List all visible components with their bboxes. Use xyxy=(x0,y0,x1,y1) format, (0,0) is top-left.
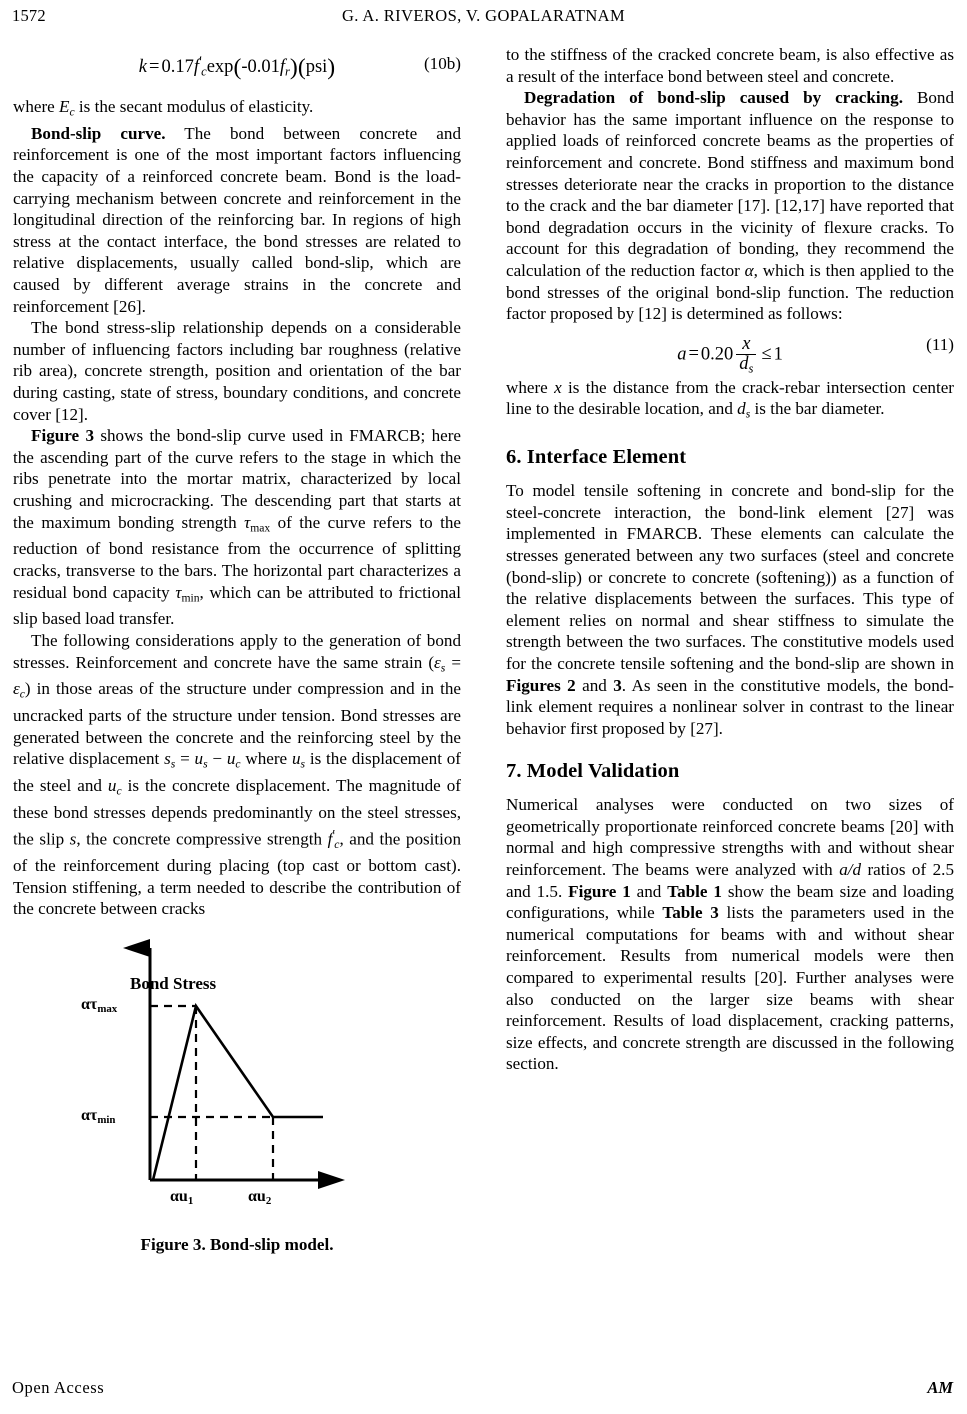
p5r-text-d: show the beam size and loading configurations, while xyxy=(506,881,954,923)
p2-text-b: , which is then applied to the bond stresses of the original bond-slip function. The reduction factor proposed by [12] is determined as follows: xyxy=(506,260,955,324)
eq10b-paren-close: ) xyxy=(289,54,298,81)
runin-bond-slip-curve: Bond-slip curve. xyxy=(31,123,166,143)
chart-y-axis-title: Bond Stress xyxy=(130,973,217,993)
p5-fc-prime: ′ xyxy=(332,826,335,842)
paragraph-model-validation xyxy=(506,794,954,1075)
p5r-text-b: ratios of 2.5 and 1.5. xyxy=(506,860,954,901)
p1-symbol-E-sub: c xyxy=(69,105,75,119)
u2-sub: 2 xyxy=(265,1195,272,1207)
p5-minus: − xyxy=(207,749,227,769)
eq10b-exp: exp xyxy=(206,57,234,78)
equation-10b-body xyxy=(13,54,461,81)
p5-text-f: is the concrete displacement. The magnitude of these bond stresses depends predominantly on the steel stresses, the slip xyxy=(13,776,461,849)
eq10b-fc: f xyxy=(193,57,199,78)
figure-3-caption: Figure 3. Bond-slip model. xyxy=(140,1234,334,1254)
eq11-equals: = xyxy=(688,343,699,364)
p2-body: The bond between concrete and reinforcement is one of the most important factors influencing the capacity of a reinforced concrete beam. Bond is the load-carrying mechanism between concrete and reinforcement in the longitudinal direction of the reinforcing bar. In regions of high stress at the contact interface, the bond stresses are related to relative displacements, usually called bond-slip, which are caused by different average strains in the concrete and reinforcement [26]. xyxy=(13,123,461,316)
eq10b-inner-coeff: -0.01 xyxy=(241,57,280,78)
eq11-den-d: d xyxy=(739,353,749,374)
p4-tau-min: τ xyxy=(175,582,182,602)
u1-sub: 1 xyxy=(187,1195,194,1207)
paragraph-bond-stress-slip-factors: The bond stress-slip relationship depends on a considerable number of influencing factors including bar roughness (relative rib area), concrete strength, position and orientation of the bar during casting, state of stress, boundary conditions, and concrete cover [12]. xyxy=(13,318,461,424)
eq10b-fc-sub: c xyxy=(201,64,207,79)
p5-text-h: , and the position of the reinforcement during placing (top cast or bottom cast). Tension stiffening, a term needed to describe the contribution of the concrete between cracks xyxy=(13,829,461,919)
p4-figure-3-ref: 3 xyxy=(613,675,622,695)
p5-uc: u xyxy=(226,749,236,769)
p5-us: u xyxy=(194,749,204,769)
eq11-le: ≤ xyxy=(761,343,772,364)
paragraph-stiffness-continuation: to the stiffness of the cracked concrete beam, is also effective as a result of the interface bond between steel and concrete. xyxy=(506,45,954,86)
p5-text-e: is the displacement of the steel and xyxy=(13,749,461,796)
p2-text-a: Bond behavior has the same important influence on the response to applied loads of reinforced concrete beams as the properties of reinforcement and concrete. Bond stiffness and maximum bond stresses deteriorate near the cracks in proportion to the distance to the crack and the bar diameter [17]. [12,17] have reported that bond degradation occurs in the vicinity of flexure cracks. To account for this degradation of bonding, they recommend the calculation of the reduction factor xyxy=(506,88,954,280)
p5-us2: u xyxy=(291,749,301,769)
p5-text-c: = xyxy=(175,749,195,769)
chart-xtick-u2 xyxy=(248,1188,271,1207)
p5-text-g: , the concrete compressive strength xyxy=(76,829,328,849)
tau-max-sub: max xyxy=(97,1003,118,1015)
tau-min-glyph: ατ xyxy=(81,1106,98,1124)
eq11-denominator xyxy=(736,354,756,375)
p3-text-a: where xyxy=(506,377,555,397)
chart-xtick-u1 xyxy=(170,1188,193,1207)
eq10b-k: k xyxy=(138,57,148,78)
page-body xyxy=(0,44,967,1344)
paragraph-interface-element xyxy=(506,480,954,739)
equation-11-body xyxy=(506,335,954,375)
equation-10b-number: (10b) xyxy=(423,54,461,73)
eq10b-coeff: 0.17 xyxy=(161,57,194,78)
right-column xyxy=(506,44,954,1075)
bond-slip-chart-svg xyxy=(88,934,346,1229)
p3-ds-symbol: d xyxy=(737,399,746,419)
p5-eq: = xyxy=(445,652,461,672)
running-head xyxy=(0,6,967,32)
eq11-one: 1 xyxy=(773,343,783,364)
page-number: 1572 xyxy=(12,6,46,25)
runin-degradation: Degradation of bond-slip caused by cracking. xyxy=(524,88,903,108)
p4-text-a: shows the bond-slip curve used in FMARCB; here the ascending part of the curve refers to the stage in which the ribs penetrate into the mortar matrix, characterized by local crushing and microcracking. The descending part that starts at the maximum bonding strength xyxy=(13,426,461,532)
p3-x-symbol: x xyxy=(554,377,562,397)
p5r-ad-ratio: a/d xyxy=(839,860,862,880)
paragraph-bond-slip-curve xyxy=(13,123,461,317)
p5r-table-3-ref: Table 3 xyxy=(662,903,719,923)
p5-eps-c-sub: c xyxy=(19,687,25,701)
paragraph-secant-modulus xyxy=(13,96,461,123)
p4-text-b: . As seen in the constitutive models, the bond-link element requires a nonlinear solver in contrast to the linear behavior first proposed by [27]. xyxy=(506,675,954,738)
p5-eps-s-sub: s xyxy=(440,660,446,674)
paragraph-bond-stress-generation xyxy=(13,630,461,920)
p5r-figure-1-ref: Figure 1 xyxy=(568,881,631,901)
p5-text-a: The following considerations apply to the generation of bond stresses. Reinforcement and concrete have the same strain ( xyxy=(13,631,461,672)
equation-11-number: (11) xyxy=(926,334,954,354)
eq11-fraction xyxy=(736,335,756,375)
p5-fc-sub: c xyxy=(334,837,340,851)
eq10b-paren-open: ( xyxy=(233,54,242,81)
p5-text-b: ) in those areas of the structure under compression and in the uncracked parts of the structure under tension. Bond stresses are generated between the concrete and the reinforcing steel by the relative displacement xyxy=(13,679,461,769)
page-footer xyxy=(0,1378,967,1402)
p4-and: and xyxy=(575,675,614,695)
equation-10b xyxy=(13,54,461,88)
paragraph-degradation xyxy=(506,87,954,325)
left-column xyxy=(13,44,461,1255)
eq10b-units-close: ) xyxy=(327,54,336,81)
p1-symbol-E: E xyxy=(59,97,70,116)
p5-us-sub: s xyxy=(203,757,208,771)
p4-tau-max: τ xyxy=(244,512,251,532)
p5-s-sub: s xyxy=(170,757,176,771)
p5-slip-symbol: s xyxy=(69,829,77,849)
p4-figures-2-ref: Figures 2 xyxy=(506,675,576,695)
paragraph-where-x xyxy=(506,377,954,425)
eq10b-equals: = xyxy=(149,57,160,78)
p5r-text-a: Numerical analyses were conducted on two sizes of geometrically proportionate reinforced concrete beams [20] with normal and high compressive strengths with and without shear reinforcement. The beams were analyzed with xyxy=(506,795,954,880)
figure-3-block xyxy=(13,934,461,1255)
p5-eps-c: ε xyxy=(13,679,20,699)
running-head-authors: G. A. RIVEROS, V. GOPALARATNAM xyxy=(341,6,626,25)
p3-text-c: is the bar diameter. xyxy=(750,399,885,419)
journal-abbrev-label: AM xyxy=(927,1378,953,1397)
eq10b-units-open: ( xyxy=(297,54,306,81)
tau-min-sub: min xyxy=(97,1114,116,1126)
eq11-coeff: 0.20 xyxy=(700,343,734,364)
p4-text-a: To model tensile softening in concrete and bond-slip for the steel-concrete interaction, the bond-link element [27] was implemented in FMARCB. These elements can calculate the stresses generated between any two surfaces (steel and concrete (bond-slip) or concrete to concrete (softening)) as a function of the relative displacements between the surfaces. This type of element relies on normal and shear stiffness to simulate the strength between the two surfaces. The constitutive models used for the concrete tensile softening and the bond-slip are shown in xyxy=(506,481,954,673)
p5-uc2: u xyxy=(107,776,117,796)
p5r-text-e: lists the parameters used in the numerical computations for beams with and without shear reinforcement. Results from numerical models were then compared to experimental results [20]. Further analyses were also conducted on the larger size beams with shear reinforcement. Results of load displacement, cracking patterns, size effects, and concrete strength are discussed in the following section. xyxy=(506,903,954,1074)
p4-tau-min-sub: min xyxy=(181,590,200,604)
p5-text-d: where xyxy=(240,749,292,769)
p2-alpha-symbol: α xyxy=(744,260,754,280)
u2-glyph: αu xyxy=(248,1187,266,1205)
p5-s: s xyxy=(164,749,171,769)
section-heading-6: 6. Interface Element xyxy=(506,446,687,469)
p1-text-b: is the secant modulus of elasticity. xyxy=(74,97,314,116)
p5r-table-1-ref: Table 1 xyxy=(667,881,722,901)
p4-text-b: of the curve refers to the reduction of bond resistance from the occurrence of splitting cracks, transverse to the bars. The horizontal part characterizes a residual bond capacity xyxy=(13,512,461,602)
p5-uc2-sub: c xyxy=(116,784,122,798)
eq10b-fc-prime: ′ xyxy=(198,54,202,70)
p1-text-a: where xyxy=(13,97,60,116)
equation-11 xyxy=(506,333,954,376)
p3-ds-sub: s xyxy=(745,407,751,421)
eq11-numerator: x xyxy=(742,333,751,354)
paragraph-figure3-description xyxy=(13,425,461,630)
eq11-a: a xyxy=(677,343,687,364)
bond-slip-curve xyxy=(153,1006,323,1180)
figure-3-plot xyxy=(81,934,346,1229)
p5-fc: f xyxy=(327,829,333,849)
eq10b-fr-sub: r xyxy=(285,64,290,79)
runin-figure-3: Figure 3 xyxy=(31,426,95,446)
u1-glyph: αu xyxy=(170,1187,188,1205)
eq11-den-sub: s xyxy=(748,361,754,376)
open-access-label: Open Access xyxy=(12,1378,105,1397)
p3-text-b: is the distance from the crack-rebar intersection center line to the desirable location, and xyxy=(506,377,954,419)
chart-ytick-tau-max xyxy=(81,996,117,1015)
eq10b-units: psi xyxy=(305,57,328,78)
p4-tau-max-sub: max xyxy=(250,520,271,534)
p5-us2-sub: s xyxy=(300,757,306,771)
chart-ytick-tau-min xyxy=(81,1107,115,1126)
eq10b-fr: f xyxy=(279,57,286,78)
p5-uc-sub: c xyxy=(235,757,241,771)
section-heading-7: 7. Model Validation xyxy=(506,760,680,783)
p5r-text-c: and xyxy=(630,881,668,901)
tau-max-glyph: ατ xyxy=(81,995,98,1013)
p4-text-c: , which can be attributed to frictional slip based load transfer. xyxy=(13,582,461,629)
p5-eps-s: ε xyxy=(434,652,441,672)
